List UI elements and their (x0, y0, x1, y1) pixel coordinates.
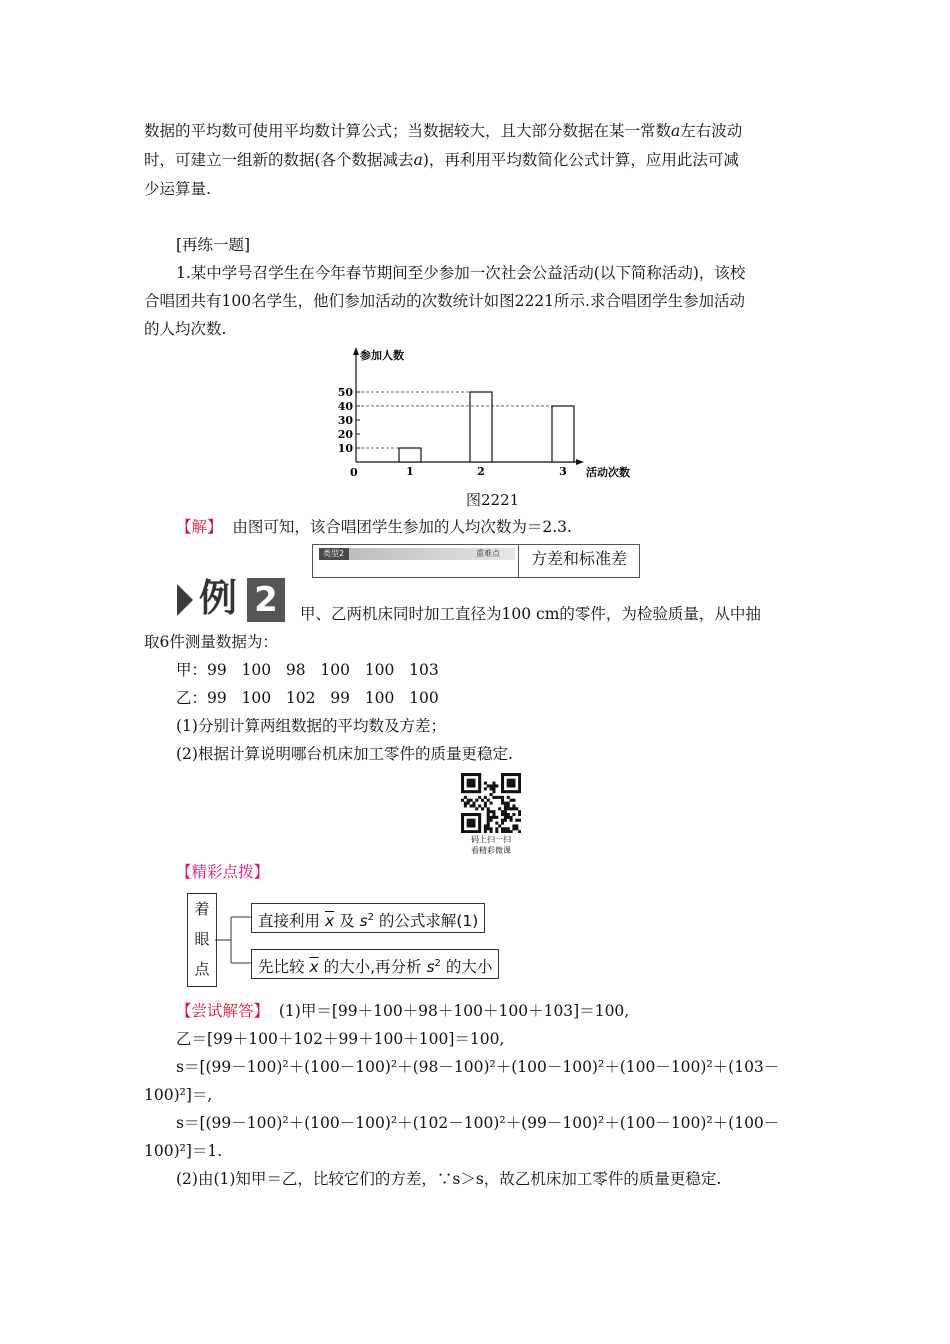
type-banner-tag: 重难点 (476, 549, 500, 558)
answer-line-2: 乙＝[99＋100＋102＋99＋100＋100]＝100, (176, 1030, 505, 1048)
y-axis-label: 参加人数 (360, 349, 404, 362)
type-banner-bar: 类型2 (319, 548, 515, 560)
type-banner (312, 544, 640, 578)
answer-tag: 【尝试解答】 (176, 1002, 270, 1020)
focus-char-2: 眼 (194, 930, 210, 948)
answer-line-5: s＝[(99－100)²＋(100－100)²＋(102－100)²＋(99－100)²＋(100－100)²＋(100－ (176, 1114, 780, 1132)
x-axis-arrow (576, 459, 584, 465)
chart-svg (328, 345, 638, 487)
example-badge (177, 578, 285, 622)
example-line-2: 取6件测量数据为： (144, 633, 278, 651)
activity-bar-chart (328, 345, 638, 487)
example-data-yi: 乙：99 100 102 99 100 100 (176, 689, 439, 707)
solution-tag: 【解】 (176, 518, 223, 536)
y-tick-label: 50 (337, 386, 353, 399)
x-tick-label: 3 (559, 465, 567, 478)
qr-caption: 码上扫一扫 看精彩微课 (471, 835, 511, 855)
example-data-jia: 甲：99 100 98 100 100 103 (176, 661, 439, 679)
answer-line-4: 100)²]＝, (144, 1086, 213, 1104)
focus-char-1: 着 (194, 900, 210, 918)
example-badge-number: 2 (254, 580, 278, 620)
bar (470, 392, 492, 462)
intro-line-2: 时，可建立一组新的数据(各个数据减去a)，再利用平均数简化公式计算，应用此法可减 (144, 151, 739, 169)
intro-line-1: 数据的平均数可使用平均数计算公式；当数据较大，且大部分数据在某一常数a左右波动 (144, 122, 743, 140)
focus-connector (215, 903, 255, 971)
x-tick-label: 2 (477, 465, 485, 478)
focus-char-3: 点 (194, 960, 210, 978)
bar (399, 448, 421, 462)
example-question-1: (1)分别计算两组数据的平均数及方差； (176, 717, 446, 735)
example-line-1: 甲、乙两机床同时加工直径为100 cm的零件，为检验质量，从中抽 (300, 605, 761, 623)
focus-point-box (187, 893, 217, 987)
y-axis-arrow (353, 347, 359, 355)
hint-2: 先比较 $\overline{x}$ 的大小,再分析 $s^2$ 的大小 (251, 949, 499, 979)
practice-question-line-2: 合唱团共有100名学生，他们参加活动的次数统计如图2221所示.求合唱团学生参加活动 (144, 292, 745, 310)
origin-label: 0 (350, 466, 358, 479)
practice-question-line-3: 的人均次数. (144, 320, 227, 338)
intro-line-3: 少运算量. (144, 180, 211, 198)
x-axis-label: 活动次数 (586, 466, 630, 479)
hint-1: 直接利用 $\overline{x}$ 及 $s^2$ 的公式求解(1) (251, 903, 485, 933)
bar (552, 406, 574, 462)
y-tick-label: 10 (337, 442, 353, 455)
solution-line: 【解】 由图可知，该合唱团学生参加的人均次数为＝2.3. (176, 518, 572, 536)
highlight-tag: 【精彩点拨】 (176, 863, 270, 881)
answer-line-3: s＝[(99－100)²＋(100－100)²＋(98－100)²＋(100－100)²＋(100－100)²＋(103－ (176, 1058, 780, 1076)
y-tick-label: 30 (337, 414, 353, 427)
y-tick-label: 40 (337, 400, 353, 413)
practice-question-line-1: 1.某中学号召学生在今年春节期间至少参加一次社会公益活动(以下简称活动)，该校 (176, 264, 746, 282)
qr-code[interactable] (461, 773, 521, 833)
example-badge-char: 例 (199, 576, 238, 620)
answer-line-1: 【尝试解答】 (1)甲＝[99＋100＋98＋100＋100＋103]＝100, (176, 1002, 630, 1020)
answer-line-6: 100)²]＝1. (144, 1142, 223, 1160)
type-banner-title: 方差和标准差 (530, 549, 627, 568)
practice-label: [再练一题] (176, 236, 251, 254)
x-tick-label: 1 (406, 465, 414, 478)
figure-caption: 图2221 (466, 491, 520, 509)
answer-line-7: (2)由(1)知甲＝乙，比较它们的方差，∵s＞s，故乙机床加工零件的质量更稳定. (176, 1170, 722, 1188)
y-tick-label: 20 (337, 428, 353, 441)
example-question-2: (2)根据计算说明哪台机床加工零件的质量更稳定. (176, 745, 513, 763)
